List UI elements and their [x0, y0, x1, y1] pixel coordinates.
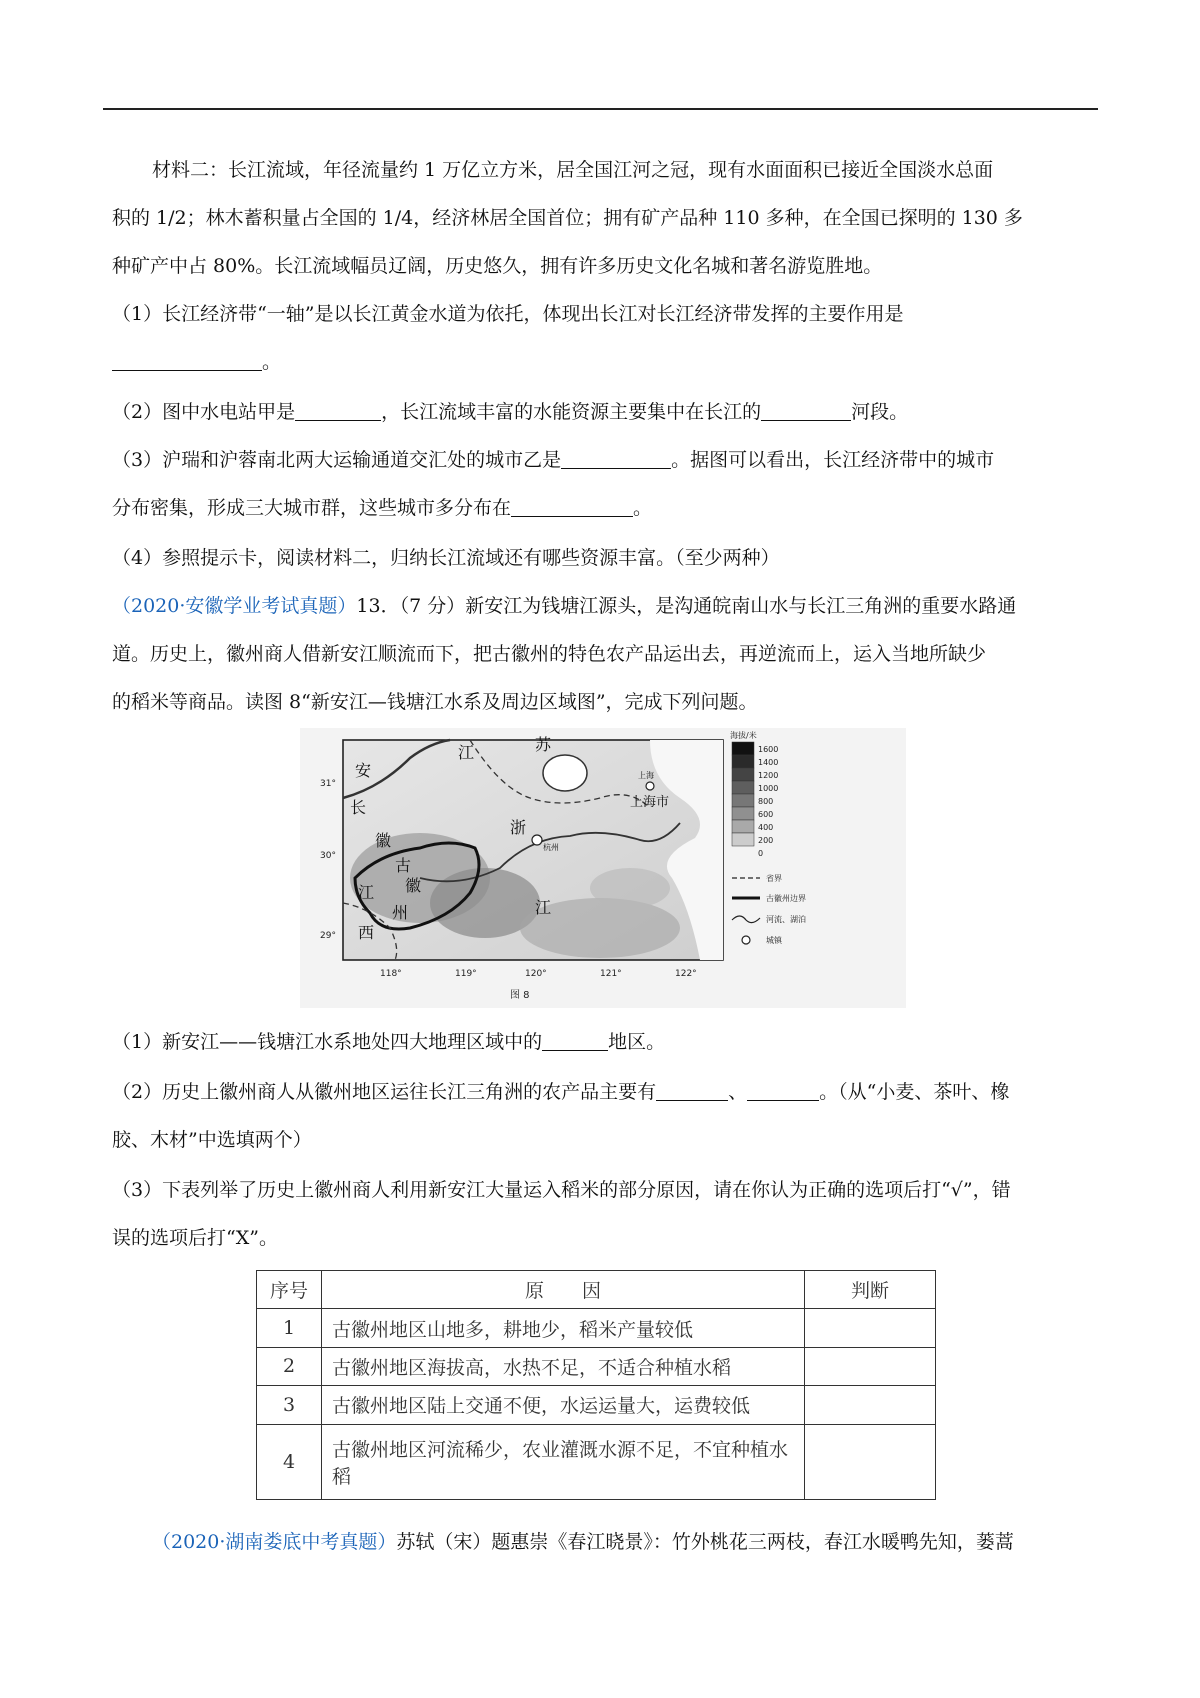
row-reason: 古徽州地区河流稀少，农业灌溉水源不足，不宜种植水稻 — [322, 1424, 805, 1499]
top-rule — [103, 108, 1098, 110]
elevation-label: 1000 — [758, 784, 779, 793]
elevation-label: 1400 — [758, 758, 779, 767]
elevation-label: 1200 — [758, 771, 779, 780]
q13-line3: 的稻米等商品。读图 8“新安江—钱塘江水系及周边区域图”，完成下列问题。 — [112, 691, 758, 713]
row-number: 3 — [257, 1386, 322, 1424]
region-label: 江 — [535, 898, 552, 917]
taihu-lake — [543, 755, 587, 791]
q13-line1: （2020·安徽学业考试真题）13．（7 分）新安江为钱塘江源头，是沟通皖南山水与长江三角洲的重要水路通 — [112, 595, 1017, 617]
lat-tick: 30° — [320, 851, 336, 861]
legend-label: 古徽州边界 — [766, 894, 806, 903]
table-row — [257, 1347, 936, 1385]
row-reason: 古徽州地区山地多，耕地少，稻米产量较低 — [322, 1309, 805, 1347]
q3-line1: （3）沪瑞和沪蓉南北两大运输通道交汇处的城市乙是 。据图可以看出，长江经济带中的城市 — [112, 449, 995, 471]
material2-line2: 积的 1/2；林木蓄积量占全国的 1/4，经济林居全国首位；拥有矿产品种 110 多种，在全国已探明的 130 多 — [112, 207, 1023, 229]
region-label: 徽 — [405, 876, 422, 895]
elevation-swatch — [732, 794, 754, 807]
map-figure — [300, 728, 906, 1008]
q2-line: （2）图中水电站甲是 ，长江流域丰富的水能资源主要集中在长江的 河段。 — [112, 401, 909, 423]
lat-tick: 29° — [320, 931, 336, 941]
q14-line1: （2020·湖南娄底中考真题）苏轼（宋）题惠崇《春江晓景》：竹外桃花三两枝，春江水暖鸭先知，蒌蒿 — [152, 1531, 1014, 1553]
elevation-swatch — [732, 807, 754, 820]
row-number: 2 — [257, 1347, 322, 1385]
answer-blank[interactable] — [112, 352, 262, 371]
answer-blank[interactable] — [561, 450, 671, 469]
answer-blank[interactable] — [747, 1082, 819, 1101]
judgement-cell[interactable] — [805, 1386, 936, 1424]
region-label: 安 — [355, 761, 372, 780]
city-label: 上海 — [638, 771, 654, 780]
legend-label: 省界 — [766, 874, 782, 883]
elevation-swatch — [732, 833, 754, 846]
region-label: 州 — [392, 903, 409, 922]
reasons-table — [256, 1270, 936, 1500]
mountain-area — [590, 868, 670, 908]
s2-line1: （2）历史上徽州商人从徽州地区运往长江三角洲的农产品主要有 、 。（从“小麦、茶叶、橡 — [112, 1081, 1010, 1103]
region-label: 江 — [358, 883, 375, 902]
table-row — [257, 1424, 936, 1499]
town-marker — [532, 835, 542, 845]
elevation-swatch — [732, 755, 754, 768]
source-tag: （2020·安徽学业考试真题） — [112, 595, 357, 617]
figure-caption: 图 8 — [510, 990, 530, 1001]
elevation-title: 海拔/米 — [730, 731, 757, 740]
table-row — [257, 1386, 936, 1424]
column-header: 原 因 — [322, 1271, 805, 1309]
elevation-swatch — [732, 742, 754, 755]
q13-line2: 道。历史上，徽州商人借新安江顺流而下，把古徽州的特色农产品运出去，再逆流而上，运入当地所缺少 — [112, 643, 987, 665]
column-header: 判断 — [805, 1271, 936, 1309]
elevation-label: 200 — [758, 836, 774, 845]
row-reason: 古徽州地区陆上交通不便，水运运量大，运费较低 — [322, 1386, 805, 1424]
s2-line2: 胶、木材”中选填两个） — [112, 1129, 312, 1151]
q1-answer-line: 。 — [112, 350, 281, 374]
material2-line1: 材料二：长江流域，年径流量约 1 万亿立方米，居全国江河之冠，现有水面面积已接近全国淡水总面 — [152, 159, 994, 181]
column-header: 序号 — [257, 1271, 322, 1309]
region-label: 古 — [395, 856, 412, 875]
map-svg — [300, 728, 906, 1008]
legend-symbol-town — [742, 936, 750, 944]
answer-blank[interactable] — [761, 402, 851, 421]
judgement-cell[interactable] — [805, 1424, 936, 1499]
elevation-label: 400 — [758, 823, 774, 832]
source-tag: （2020·湖南娄底中考真题） — [152, 1531, 397, 1553]
table-row — [257, 1309, 936, 1347]
q3-line2: 分布密集，形成三大城市群，这些城市多分布在 。 — [112, 497, 653, 519]
elevation-label: 600 — [758, 810, 774, 819]
q4-text: （4）参照提示卡，阅读材料二，归纳长江流域还有哪些资源丰富。（至少两种） — [112, 547, 780, 569]
judgement-cell[interactable] — [805, 1347, 936, 1385]
region-label: 徽 — [375, 831, 392, 850]
city-label: 上海市 — [630, 795, 670, 810]
legend-label: 城镇 — [766, 936, 782, 945]
elevation-label: 1600 — [758, 745, 779, 754]
answer-blank[interactable] — [656, 1082, 728, 1101]
q1-text: （1）长江经济带“一轴”是以长江黄金水道为依托，体现出长江对长江经济带发挥的主要作用是 — [112, 303, 904, 325]
row-reason: 古徽州地区海拔高，水热不足，不适合种植水稻 — [322, 1347, 805, 1385]
s3-line1: （3）下表列举了历史上徽州商人利用新安江大量运入稻米的部分原因，请在你认为正确的选项后打“√”，错 — [112, 1179, 1011, 1201]
lon-tick: 119° — [455, 969, 477, 979]
s1-line: （1）新安江——钱塘江水系地处四大地理区域中的 地区。 — [112, 1031, 666, 1053]
region-label: 苏 — [535, 735, 552, 754]
lon-tick: 120° — [525, 969, 547, 979]
region-label: 长 — [350, 798, 367, 817]
region-label: 浙 — [510, 818, 527, 837]
elevation-label: 800 — [758, 797, 774, 806]
city-label: 杭州 — [543, 843, 559, 852]
lon-tick: 118° — [380, 969, 402, 979]
elevation-swatch — [732, 768, 754, 781]
lon-tick: 121° — [600, 969, 622, 979]
answer-blank[interactable] — [511, 498, 633, 517]
answer-blank[interactable] — [295, 402, 381, 421]
town-marker — [646, 782, 654, 790]
legend-label: 河流、湖泊 — [766, 915, 806, 924]
row-number: 1 — [257, 1309, 322, 1347]
region-label: 西 — [358, 923, 375, 942]
row-number: 4 — [257, 1424, 322, 1499]
elevation-swatch — [732, 820, 754, 833]
region-label: 江 — [458, 743, 475, 762]
material2-line3: 种矿产中占 80%。长江流域幅员辽阔，历史悠久，拥有许多历史文化名城和著名游览胜地。 — [112, 255, 883, 277]
lat-tick: 31° — [320, 779, 336, 789]
elevation-label: 0 — [758, 849, 764, 858]
s3-line2: 误的选项后打“X”。 — [112, 1227, 278, 1249]
judgement-cell[interactable] — [805, 1309, 936, 1347]
lon-tick: 122° — [675, 969, 697, 979]
answer-blank[interactable] — [542, 1032, 608, 1051]
elevation-swatch — [732, 781, 754, 794]
table-header-row — [257, 1271, 936, 1309]
